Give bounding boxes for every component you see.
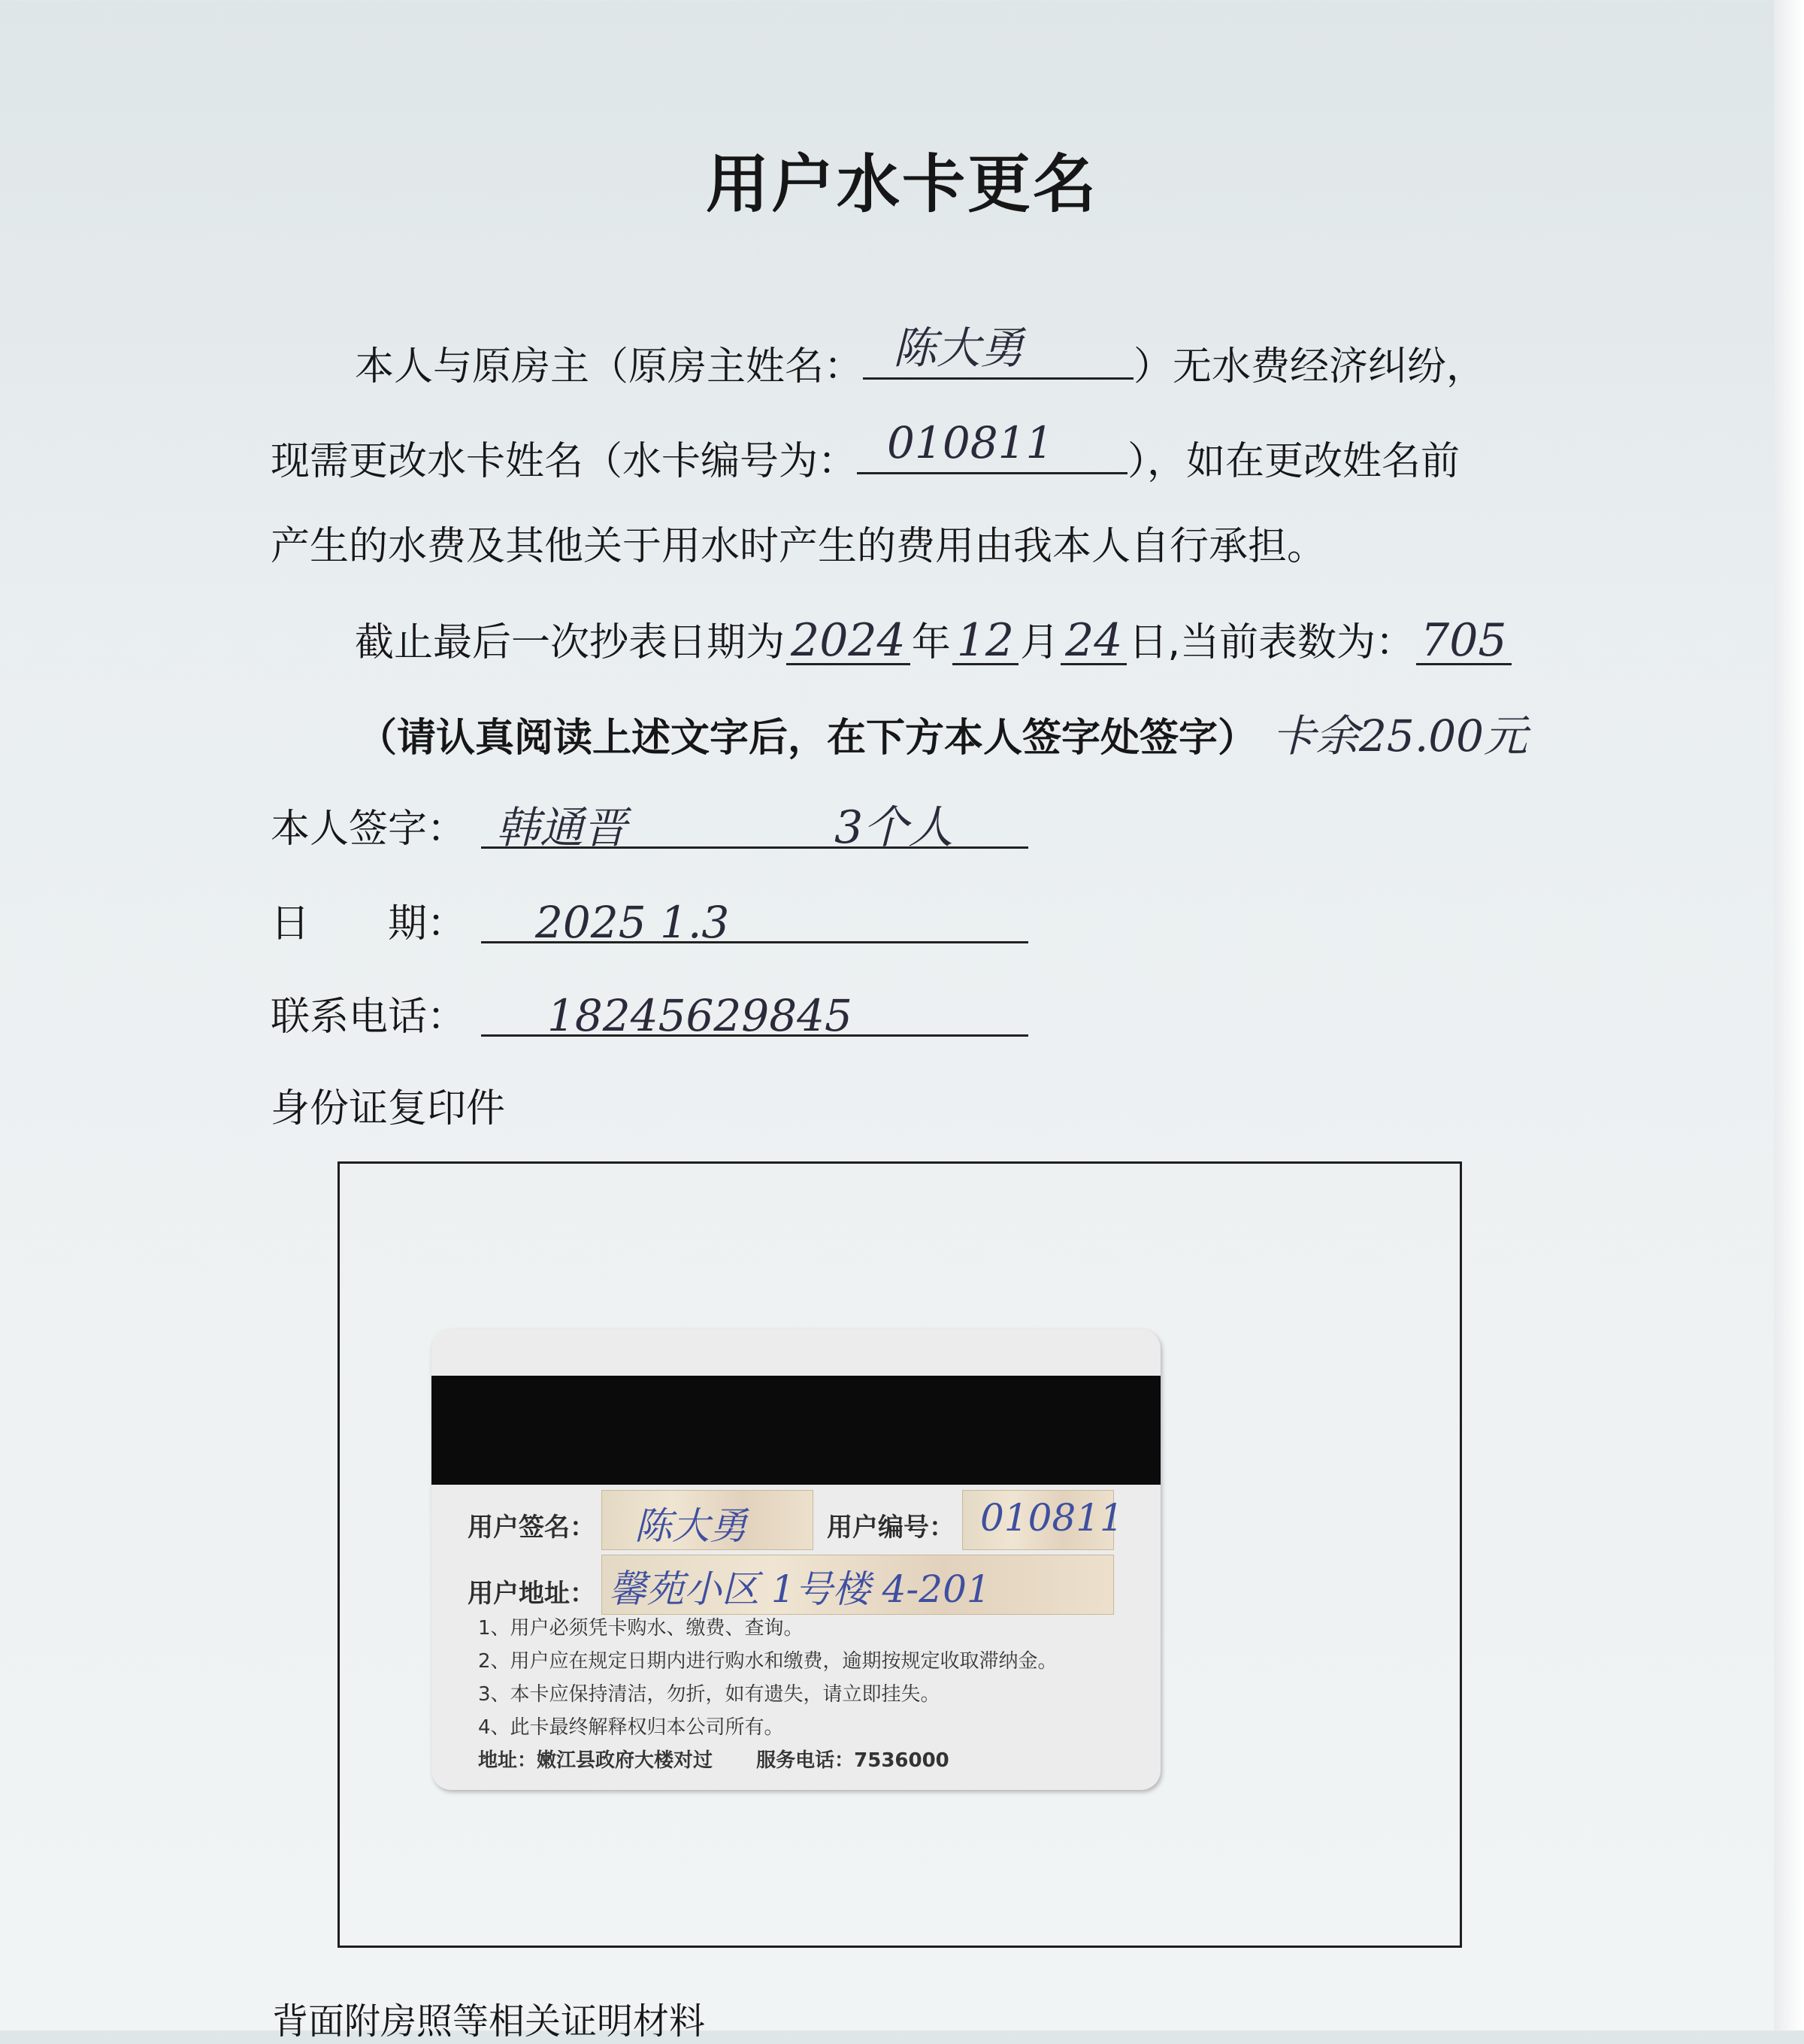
paper-edge bbox=[1774, 0, 1804, 2030]
paragraph-line-5 bbox=[358, 710, 1666, 765]
card-notes bbox=[478, 1612, 1058, 1777]
card-name-value: 陈大勇 bbox=[634, 1504, 747, 1548]
card-address-value: 馨苑小区 1号楼 4-201 bbox=[609, 1567, 991, 1611]
signature-note: 3个人 bbox=[834, 801, 954, 854]
reading-month: 12 bbox=[952, 618, 1019, 665]
signature-row bbox=[271, 801, 954, 855]
meter-reading: 705 bbox=[1416, 618, 1512, 665]
card-number-handwritten: 010811 bbox=[887, 417, 1054, 468]
card-note-3: 3、本卡应保持清洁，勿折，如有遗失，请立即挂失。 bbox=[478, 1683, 940, 1706]
p2-after: ），如在更改姓名前 bbox=[1128, 439, 1460, 484]
water-card-back bbox=[431, 1329, 1161, 1790]
card-address-footer: 地址：嫩江县政府大楼对过 bbox=[478, 1749, 713, 1772]
p2-before: 现需更改水卡姓名（水卡编号为： bbox=[271, 439, 858, 484]
paragraph-line-1 bbox=[355, 322, 1663, 393]
day-unit: 日, bbox=[1128, 620, 1180, 665]
p4-prefix: 截止最后一次抄表日期为 bbox=[355, 620, 785, 665]
reading-label: 当前表数为： bbox=[1180, 620, 1415, 665]
card-note-2: 2、用户应在规定日期内进行购水和缴费，逾期按规定收取滞纳金。 bbox=[478, 1650, 1058, 1673]
reading-year: 2024 bbox=[786, 618, 910, 665]
card-number-value: 010811 bbox=[980, 1496, 1124, 1540]
date-label: 日 期： bbox=[271, 901, 467, 946]
form-title: 用户水卡更名 bbox=[705, 147, 1098, 221]
signature-name: 韩通晋 bbox=[496, 802, 628, 853]
card-note-4: 4、此卡最终解释权归本公司所有。 bbox=[478, 1716, 784, 1739]
phone-row bbox=[271, 990, 852, 1043]
month-unit: 月 bbox=[1020, 620, 1060, 665]
date-row bbox=[271, 897, 730, 950]
phone-label: 联系电话： bbox=[271, 995, 467, 1040]
paragraph-line-2 bbox=[271, 417, 1578, 488]
card-balance-note: 卡余25.00元 bbox=[1272, 710, 1528, 762]
p1-after: ）无水费经济纠纷， bbox=[1134, 344, 1486, 389]
card-name-label: 用户签名： bbox=[468, 1513, 595, 1543]
card-number-label: 用户编号： bbox=[827, 1513, 955, 1543]
paragraph-line-4 bbox=[355, 616, 1663, 669]
reading-instruction: （请认真阅读上述文字后，在下方本人签字处签字） bbox=[358, 716, 1258, 761]
original-owner-name: 陈大勇 bbox=[893, 322, 1025, 374]
card-note-1: 1、用户必须凭卡购水、缴费、查询。 bbox=[478, 1617, 804, 1640]
id-copy-label: 身份证复印件 bbox=[271, 1086, 506, 1131]
magnetic-stripe bbox=[431, 1376, 1161, 1485]
signature-label: 本人签字： bbox=[271, 807, 467, 852]
year-unit: 年 bbox=[911, 620, 951, 665]
footer-note: 背面附房照等相关证明材料 bbox=[272, 2000, 706, 2042]
reading-day: 24 bbox=[1061, 618, 1127, 665]
card-footer bbox=[478, 1744, 1058, 1777]
paragraph-line-3: 产生的水费及其他关于用水时产生的费用由我本人自行承担。 bbox=[271, 524, 1327, 569]
card-number-blank bbox=[857, 417, 1128, 474]
card-service-phone: 服务电话：7536000 bbox=[756, 1749, 949, 1772]
card-address-label: 用户地址： bbox=[468, 1579, 595, 1609]
phone-value: 18245629845 bbox=[547, 990, 852, 1041]
p1-before: 本人与原房主（原房主姓名： bbox=[355, 344, 864, 389]
original-owner-blank bbox=[863, 322, 1134, 380]
date-value: 2025 1.3 bbox=[535, 897, 730, 948]
